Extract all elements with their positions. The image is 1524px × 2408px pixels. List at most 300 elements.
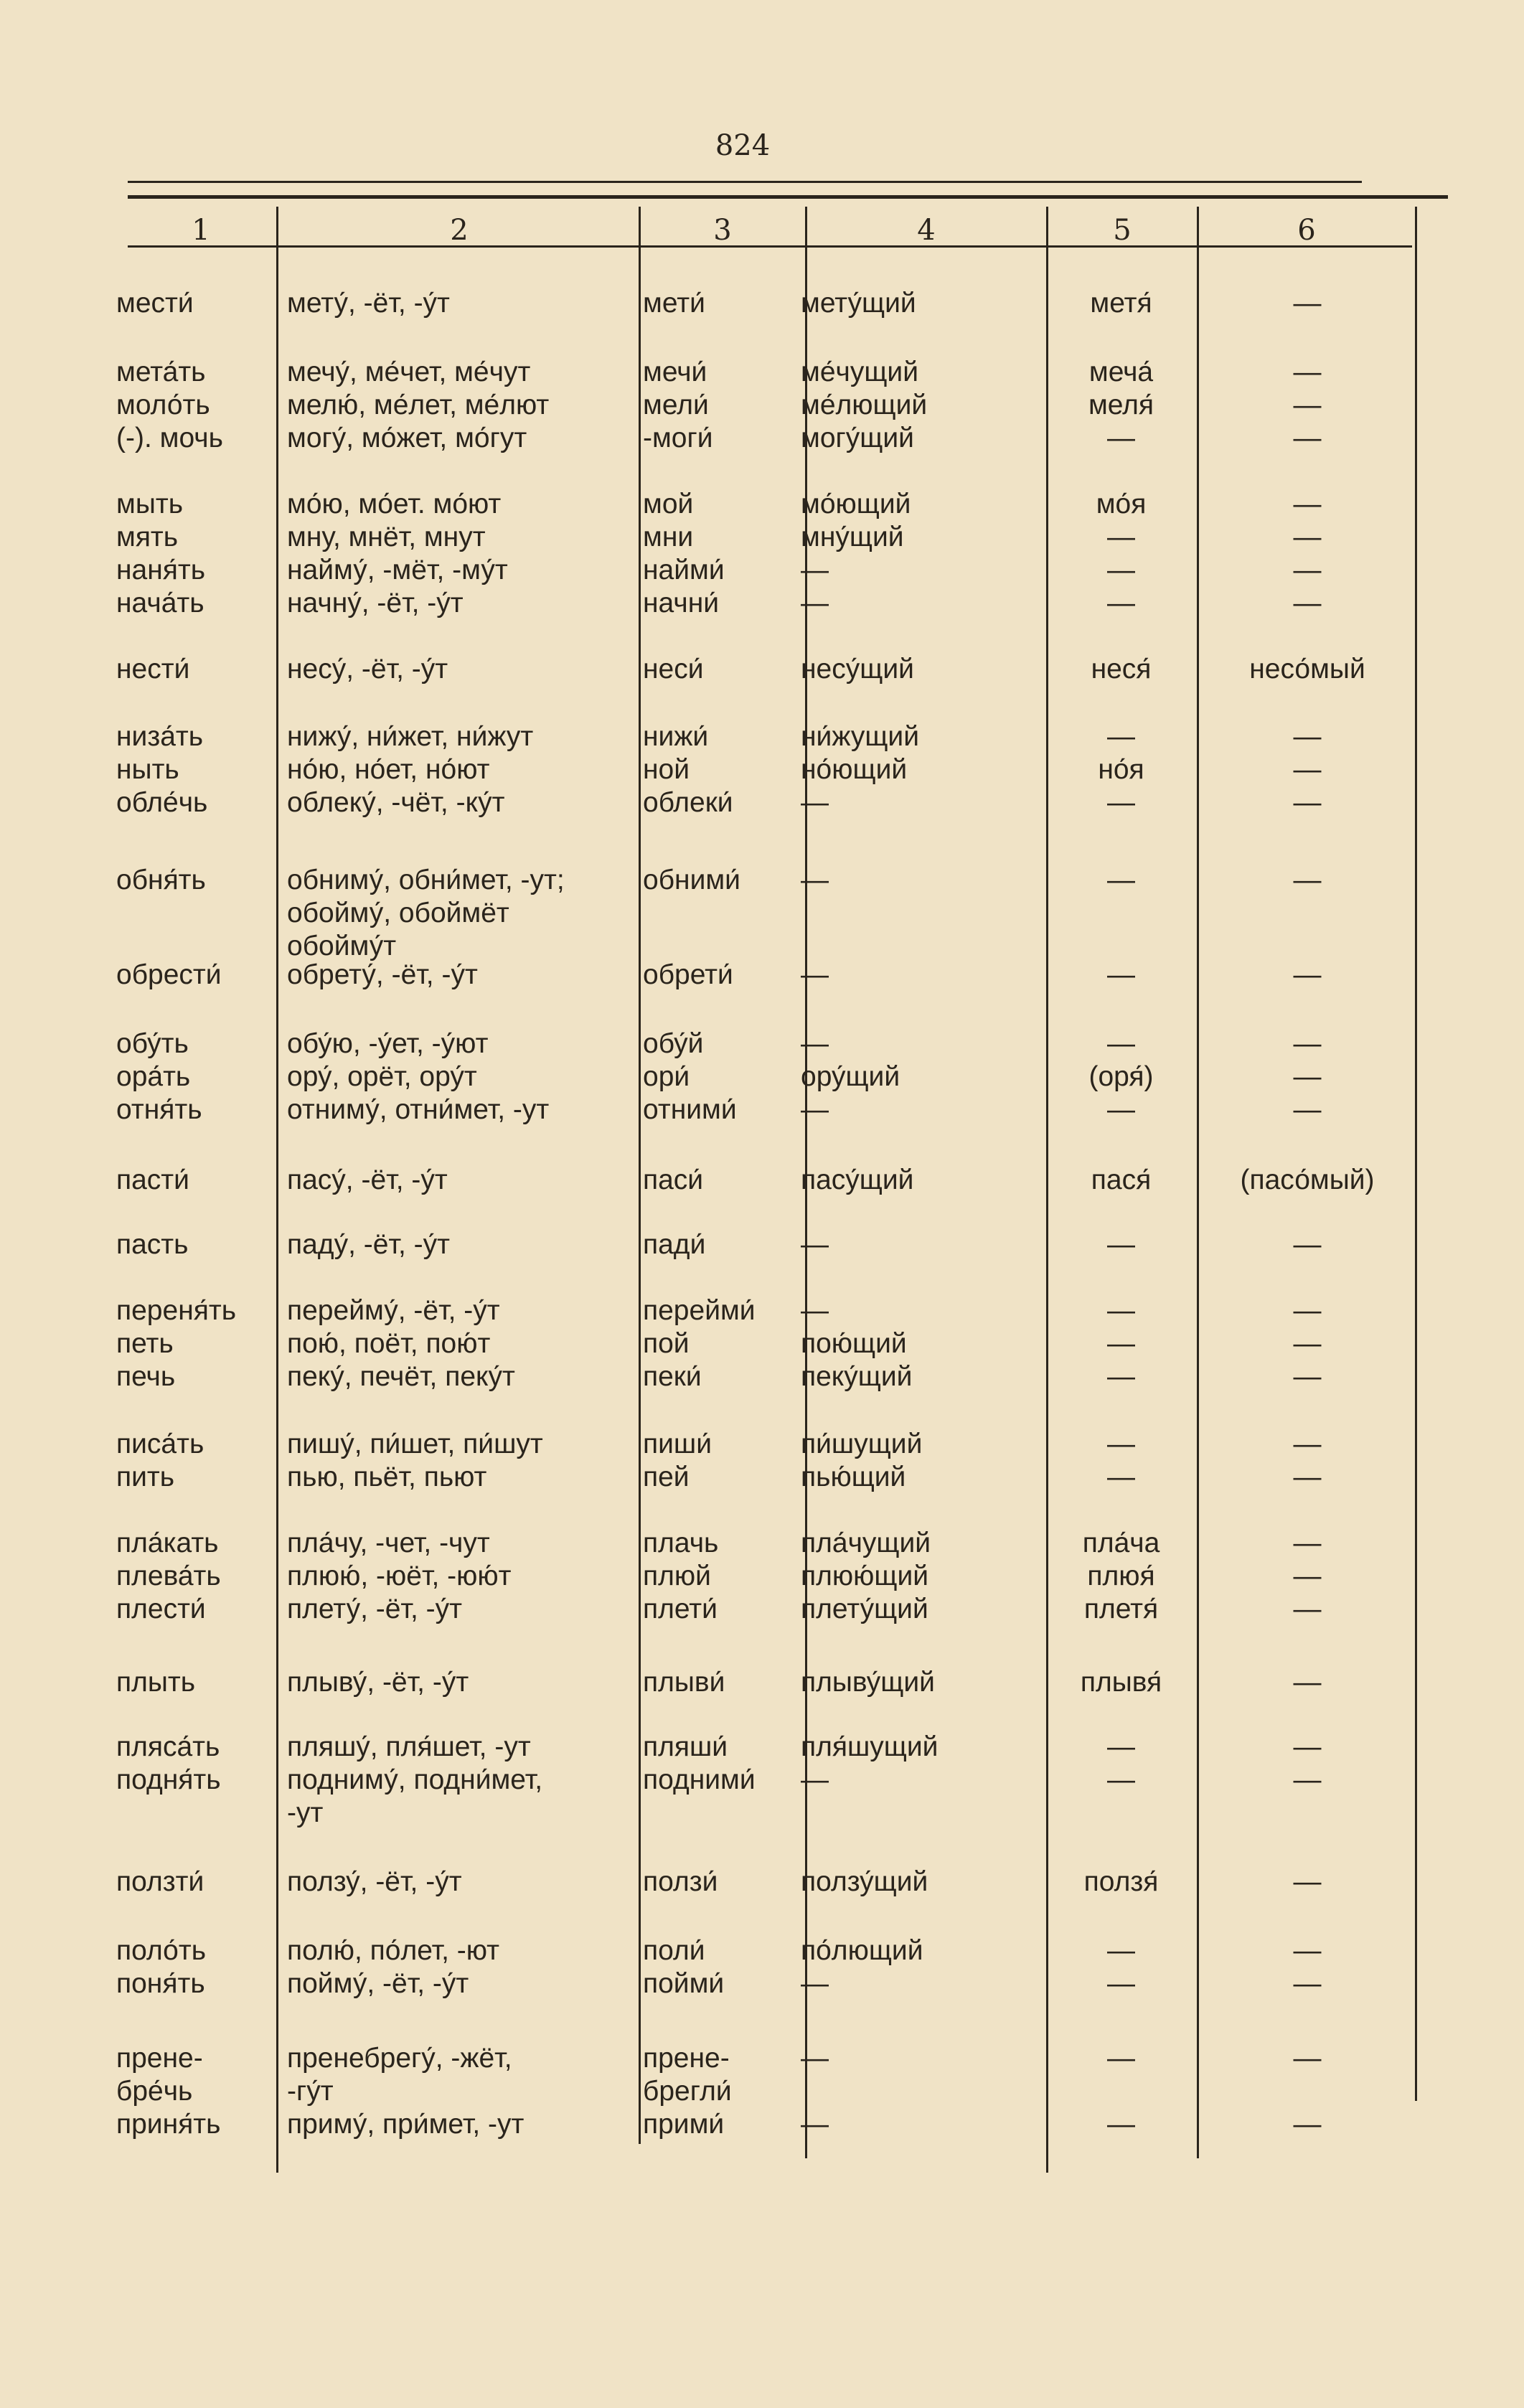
cell-gerund <box>1048 720 1195 819</box>
cell-imperative <box>643 653 804 686</box>
table-line: — <box>1107 1328 1135 1359</box>
column-divider <box>1197 207 1199 2158</box>
table-line: пренебрегу́, -жёт, <box>287 2043 512 2074</box>
table-line: — <box>1107 865 1135 895</box>
table-line: ори́ <box>643 1061 690 1092</box>
table-line: пла́кать <box>116 1528 219 1558</box>
cell-gerund <box>1048 488 1195 620</box>
table-line: (-). мочь <box>116 423 223 453</box>
cell-imperative <box>643 1228 804 1261</box>
column-header-2: 2 <box>450 214 469 247</box>
cell-passive-participle <box>1200 1228 1415 1261</box>
table-line: — <box>1293 2109 1322 2140</box>
column-header-1: 1 <box>192 214 210 247</box>
table-line: мети́ <box>643 288 705 319</box>
table-line: — <box>801 2043 829 2074</box>
table-line: — <box>1107 1229 1135 1260</box>
table-line: поли́ <box>643 1935 705 1966</box>
cell-imperative <box>643 1164 804 1197</box>
cell-present-forms <box>287 1027 639 1127</box>
table-line: обрести́ <box>116 959 222 990</box>
cell-infinitive <box>116 1866 274 1899</box>
table-line: — <box>1293 1229 1322 1260</box>
cell-imperative <box>643 864 804 963</box>
table-line: по́лющий <box>801 1935 923 1966</box>
table-line: ни́жущий <box>801 721 920 752</box>
table-line: обрету́, -ёт, -у́т <box>287 959 478 990</box>
cell-present-participle <box>801 959 1045 992</box>
table-line: плыву́, -ёт, -у́т <box>287 1667 469 1698</box>
cell-passive-participle <box>1200 1866 1415 1899</box>
table-line: паду́, -ёт, -у́т <box>287 1229 450 1260</box>
table-line <box>1200 2075 1415 2108</box>
table-line: меля́ <box>1088 390 1154 420</box>
cell-present-forms <box>287 1731 639 1830</box>
table-line: низа́ть <box>116 721 204 752</box>
table-line: перейми́ <box>643 1295 756 1326</box>
cell-imperative <box>643 720 804 819</box>
cell-gerund <box>1048 356 1195 455</box>
table-line: (пасо́мый) <box>1240 1165 1375 1195</box>
table-line: но́ющий <box>801 754 908 785</box>
table-line: — <box>801 865 829 895</box>
cell-infinitive <box>116 488 274 620</box>
table-line: пади́ <box>643 1229 706 1260</box>
cell-present-participle <box>801 1228 1045 1261</box>
cell-present-forms <box>287 1428 639 1494</box>
table-line: ора́ть <box>116 1061 191 1092</box>
table-line: — <box>1107 721 1135 752</box>
cell-present-forms <box>287 1934 639 2000</box>
table-line: печь <box>116 1361 176 1392</box>
top-rule <box>128 181 1362 183</box>
table-line: облеку́, -чёт, -ку́т <box>287 787 505 818</box>
cell-infinitive <box>116 864 274 963</box>
table-line: подня́ть <box>116 1764 221 1795</box>
table-line: плева́ть <box>116 1561 221 1591</box>
table-line: — <box>801 1028 829 1059</box>
table-line: -моги́ <box>643 423 713 453</box>
table-line: пи́шущий <box>801 1429 923 1459</box>
table-line: пляши́ <box>643 1731 728 1762</box>
table-line: плыви́ <box>643 1667 725 1698</box>
column-header-5: 5 <box>1113 214 1132 247</box>
table-line: — <box>1107 787 1135 818</box>
cell-present-participle <box>801 720 1045 819</box>
cell-present-forms <box>287 1294 639 1393</box>
table-line <box>1200 897 1415 930</box>
table-line: могу́, мо́жет, мо́гут <box>287 423 527 453</box>
cell-infinitive <box>116 1934 274 2000</box>
table-line: ору́щий <box>801 1061 900 1092</box>
cell-passive-participle <box>1200 1428 1415 1494</box>
cell-present-forms <box>287 1228 639 1261</box>
table-line: — <box>801 959 829 990</box>
column-header-3: 3 <box>713 214 732 247</box>
table-line: мну́щий <box>801 522 904 552</box>
table-line: плету́щий <box>801 1594 928 1624</box>
table-line: ползу́щий <box>801 1866 928 1897</box>
table-line: обойму́т <box>287 931 397 961</box>
table-line: приму́, при́мет, -ут <box>287 2109 525 2140</box>
cell-infinitive <box>116 653 274 686</box>
table-line: несу́, -ёт, -у́т <box>287 654 448 685</box>
cell-gerund <box>1048 1228 1195 1261</box>
table-line: — <box>801 1229 829 1260</box>
cell-imperative <box>643 959 804 992</box>
cell-passive-participle <box>1200 959 1415 992</box>
table-line: прене- <box>643 2043 730 2074</box>
table-line: — <box>801 588 829 619</box>
table-line: ме́чущий <box>801 357 918 387</box>
table-line: пью́щий <box>801 1462 906 1492</box>
table-line: мету́, -ёт, -у́т <box>287 288 450 319</box>
table-line: приня́ть <box>116 2109 221 2140</box>
cell-present-participle <box>801 1294 1045 1393</box>
table-line: — <box>1293 959 1322 990</box>
table-line: мечи́ <box>643 357 707 387</box>
table-line: мо́ющий <box>801 489 911 519</box>
cell-imperative <box>643 287 804 320</box>
table-line: — <box>1293 390 1322 420</box>
table-line: — <box>801 1764 829 1795</box>
table-line <box>1048 1797 1195 1830</box>
table-line: мета́ть <box>116 357 206 387</box>
table-line: поня́ть <box>116 1968 205 1999</box>
table-line: неся́ <box>1091 654 1152 685</box>
cell-infinitive <box>116 720 274 819</box>
table-line: плыть <box>116 1667 196 1698</box>
table-line: — <box>1107 1429 1135 1459</box>
table-line: — <box>1107 2109 1135 2140</box>
cell-present-participle <box>801 864 1045 963</box>
table-line: но́я <box>1098 754 1144 785</box>
cell-passive-participle <box>1200 1934 1415 2000</box>
cell-infinitive <box>116 1731 274 1830</box>
table-line: отниму́, отни́мет, -ут <box>287 1094 550 1125</box>
table-line: — <box>1293 1935 1322 1966</box>
table-line: обу́й <box>643 1028 704 1059</box>
cell-infinitive <box>116 1228 274 1261</box>
cell-present-participle <box>801 488 1045 620</box>
table-line: нача́ть <box>116 588 204 619</box>
cell-passive-participle <box>1200 653 1415 686</box>
table-line: — <box>1293 1462 1322 1492</box>
page-number: 824 <box>715 129 771 162</box>
cell-passive-participle <box>1200 1027 1415 1127</box>
table-line: мыть <box>116 489 184 519</box>
table-line: — <box>1107 1935 1135 1966</box>
table-line: — <box>1293 1328 1322 1359</box>
table-line: метя́ <box>1090 288 1152 319</box>
table-line: найму́, -мёт, -му́т <box>287 555 508 585</box>
table-line: — <box>1293 1764 1322 1795</box>
table-line: ору́, орёт, ору́т <box>287 1061 477 1092</box>
cell-present-participle <box>801 2042 1045 2141</box>
table-line: нижи́ <box>643 721 709 752</box>
table-line <box>643 897 804 930</box>
table-line: — <box>1293 1866 1322 1897</box>
cell-gerund <box>1048 1666 1195 1699</box>
table-line: полю́, по́лет, -ют <box>287 1935 500 1966</box>
cell-passive-participle <box>1200 287 1415 320</box>
table-line: — <box>1107 1295 1135 1326</box>
table-line: пла́чу, -чет, -чут <box>287 1528 490 1558</box>
table-line: ползу́, -ёт, -у́т <box>287 1866 462 1897</box>
table-line: — <box>1293 2043 1322 2074</box>
cell-present-forms <box>287 959 639 992</box>
cell-infinitive <box>116 1027 274 1127</box>
table-line: — <box>1293 1429 1322 1459</box>
table-line: пой <box>643 1328 690 1359</box>
table-line: нижу́, ни́жет, ни́жут <box>287 721 534 752</box>
table-line: брегли́ <box>643 2076 732 2107</box>
table-line: пишу́, пи́шет, пи́шут <box>287 1429 543 1459</box>
table-line: пля́шущий <box>801 1731 939 1762</box>
table-line: пойми́ <box>643 1968 725 1999</box>
table-line: пляшу́, пля́шет, -ут <box>287 1731 531 1762</box>
table-line: плачь <box>643 1528 719 1558</box>
table-line: пиши́ <box>643 1429 712 1459</box>
table-line: — <box>1293 1731 1322 1762</box>
table-line: паси́ <box>643 1165 704 1195</box>
table-line <box>1048 897 1195 930</box>
table-line: — <box>1107 588 1135 619</box>
cell-present-participle <box>801 1428 1045 1494</box>
cell-gerund <box>1048 1164 1195 1197</box>
cell-present-forms <box>287 356 639 455</box>
table-line: мой <box>643 489 694 519</box>
table-line: — <box>1293 522 1322 552</box>
table-line: мели́ <box>643 390 709 420</box>
table-line: поло́ть <box>116 1935 207 1966</box>
table-line: обойму́, обоймёт <box>287 898 509 928</box>
table-line: подниму́, подни́мет, <box>287 1764 543 1795</box>
table-line <box>801 1797 1045 1830</box>
table-line: плюй <box>643 1561 711 1591</box>
column-divider <box>1415 207 1417 2101</box>
cell-imperative <box>643 356 804 455</box>
table-line: пася́ <box>1091 1165 1152 1195</box>
table-line: мелю́, ме́лет, ме́лют <box>287 390 550 420</box>
table-line: — <box>801 1094 829 1125</box>
table-line: но́ю, но́ет, но́ют <box>287 754 490 785</box>
table-line: — <box>1293 1528 1322 1558</box>
cell-gerund <box>1048 1527 1195 1626</box>
table-line: — <box>1107 1028 1135 1059</box>
table-line: ползя́ <box>1083 1866 1159 1897</box>
table-line: петь <box>116 1328 174 1359</box>
table-line: — <box>1293 288 1322 319</box>
cell-imperative <box>643 1294 804 1393</box>
cell-gerund <box>1048 1027 1195 1127</box>
table-line: обле́чь <box>116 787 208 818</box>
table-line: пла́ча <box>1082 1528 1160 1558</box>
cell-infinitive <box>116 287 274 320</box>
table-line: — <box>1293 787 1322 818</box>
cell-present-forms <box>287 720 639 819</box>
table-line: переня́ть <box>116 1295 237 1326</box>
table-line: пеку́щий <box>801 1361 913 1392</box>
cell-present-forms <box>287 1527 639 1626</box>
table-line: — <box>1107 1968 1135 1999</box>
cell-infinitive <box>116 1666 274 1699</box>
table-line: несу́щий <box>801 654 914 685</box>
table-line <box>801 2075 1045 2108</box>
table-line: плести́ <box>116 1594 206 1624</box>
table-line: -гу́т <box>287 2076 334 2107</box>
table-line: — <box>1293 1094 1322 1125</box>
cell-present-participle <box>801 1027 1045 1127</box>
table-line: пью, пьёт, пьют <box>287 1462 487 1492</box>
table-line: — <box>1107 2043 1135 2074</box>
table-line: обними́ <box>643 865 740 895</box>
cell-present-forms <box>287 1666 639 1699</box>
cell-present-forms <box>287 1866 639 1899</box>
cell-imperative <box>643 488 804 620</box>
table-line: подними́ <box>643 1764 756 1795</box>
cell-present-forms <box>287 1164 639 1197</box>
cell-imperative <box>643 1731 804 1830</box>
table-line: — <box>1293 721 1322 752</box>
table-line: — <box>801 1295 829 1326</box>
table-line: пла́чущий <box>801 1528 931 1558</box>
cell-passive-participle <box>1200 1164 1415 1197</box>
cell-infinitive <box>116 2042 274 2141</box>
cell-present-participle <box>801 1527 1045 1626</box>
table-line: — <box>1107 959 1135 990</box>
cell-present-forms <box>287 488 639 620</box>
cell-present-participle <box>801 287 1045 320</box>
cell-gerund <box>1048 653 1195 686</box>
table-line: — <box>1293 1028 1322 1059</box>
cell-gerund <box>1048 1294 1195 1393</box>
cell-imperative <box>643 1027 804 1127</box>
table-line: — <box>1293 489 1322 519</box>
table-line: неси́ <box>643 654 704 685</box>
cell-passive-participle <box>1200 864 1415 963</box>
cell-imperative <box>643 2042 804 2141</box>
table-line: — <box>1293 1061 1322 1092</box>
table-line: — <box>801 2109 829 2140</box>
table-line: — <box>1107 423 1135 453</box>
cell-imperative <box>643 1934 804 2000</box>
table-line: отними́ <box>643 1094 737 1125</box>
cell-present-participle <box>801 1164 1045 1197</box>
table-line: — <box>1293 1594 1322 1624</box>
table-line: начну́, -ёт, -у́т <box>287 588 464 619</box>
column-header-6: 6 <box>1297 214 1316 247</box>
cell-gerund <box>1048 1934 1195 2000</box>
table-line: писа́ть <box>116 1429 204 1459</box>
table-line: пасти́ <box>116 1165 189 1195</box>
column-header-4: 4 <box>917 214 936 247</box>
cell-infinitive <box>116 1527 274 1626</box>
cell-present-participle <box>801 1731 1045 1830</box>
table-line: — <box>1293 423 1322 453</box>
table-line: — <box>1293 1361 1322 1392</box>
table-line: меча́ <box>1088 357 1154 387</box>
cell-passive-participle <box>1200 1294 1415 1393</box>
column-divider <box>639 207 641 2144</box>
table-line: моло́ть <box>116 390 210 420</box>
table-line: ползти́ <box>116 1866 204 1897</box>
table-line: — <box>1293 555 1322 585</box>
cell-infinitive <box>116 959 274 992</box>
table-line: обу́ю, -у́ет, -у́ют <box>287 1028 489 1059</box>
table-line: — <box>1293 1968 1322 1999</box>
cell-imperative <box>643 1527 804 1626</box>
table-line: ме́лющий <box>801 390 928 420</box>
table-line: отня́ть <box>116 1094 202 1125</box>
table-line: — <box>1107 1764 1135 1795</box>
table-line: мести́ <box>116 288 194 319</box>
table-line: обрети́ <box>643 959 733 990</box>
table-line: наня́ть <box>116 555 206 585</box>
column-divider <box>276 207 278 2173</box>
table-line: пеки́ <box>643 1361 702 1392</box>
table-line: плывя́ <box>1080 1667 1162 1698</box>
table-line: ной <box>643 754 690 785</box>
table-line <box>1048 2075 1195 2108</box>
table-line: плыву́щий <box>801 1667 935 1698</box>
table-line: пасу́щий <box>801 1165 914 1195</box>
table-line: — <box>801 1968 829 1999</box>
table-line: — <box>1107 522 1135 552</box>
table-line: — <box>1107 1731 1135 1762</box>
table-line: плетя́ <box>1083 1594 1159 1624</box>
table-line <box>116 897 274 930</box>
cell-gerund <box>1048 959 1195 992</box>
table-line: пасу́, -ёт, -у́т <box>287 1165 448 1195</box>
table-line: — <box>801 787 829 818</box>
table-line: плету́, -ёт, -у́т <box>287 1594 462 1624</box>
table-line: мну, мнёт, мнут <box>287 522 486 552</box>
cell-present-forms <box>287 864 639 963</box>
cell-passive-participle <box>1200 488 1415 620</box>
cell-gerund <box>1048 1731 1195 1830</box>
cell-passive-participle <box>1200 1666 1415 1699</box>
table-line: — <box>1107 1361 1135 1392</box>
cell-infinitive <box>116 356 274 455</box>
table-line: мни <box>643 522 694 552</box>
table-line: ползи́ <box>643 1866 718 1897</box>
table-line: начни́ <box>643 588 720 619</box>
table-line: нести́ <box>116 654 190 685</box>
table-header-top-rule <box>128 195 1448 199</box>
cell-imperative <box>643 1666 804 1699</box>
cell-gerund <box>1048 1866 1195 1899</box>
table-line: плюю́щий <box>801 1561 929 1591</box>
cell-gerund <box>1048 1428 1195 1494</box>
table-line: — <box>1107 555 1135 585</box>
table-line: обня́ть <box>116 865 206 895</box>
table-line: несо́мый <box>1249 654 1365 685</box>
table-line: перейму́, -ёт, -у́т <box>287 1295 500 1326</box>
table-line <box>643 1797 804 1830</box>
cell-present-participle <box>801 1666 1045 1699</box>
cell-infinitive <box>116 1294 274 1393</box>
table-line: мять <box>116 522 179 552</box>
cell-passive-participle <box>1200 1731 1415 1830</box>
table-line: могу́щий <box>801 423 914 453</box>
cell-infinitive <box>116 1164 274 1197</box>
table-line: пей <box>643 1462 690 1492</box>
table-line: найми́ <box>643 555 725 585</box>
table-line: мо́ю, мо́ет. мо́ют <box>287 489 502 519</box>
cell-infinitive <box>116 1428 274 1494</box>
cell-imperative <box>643 1866 804 1899</box>
